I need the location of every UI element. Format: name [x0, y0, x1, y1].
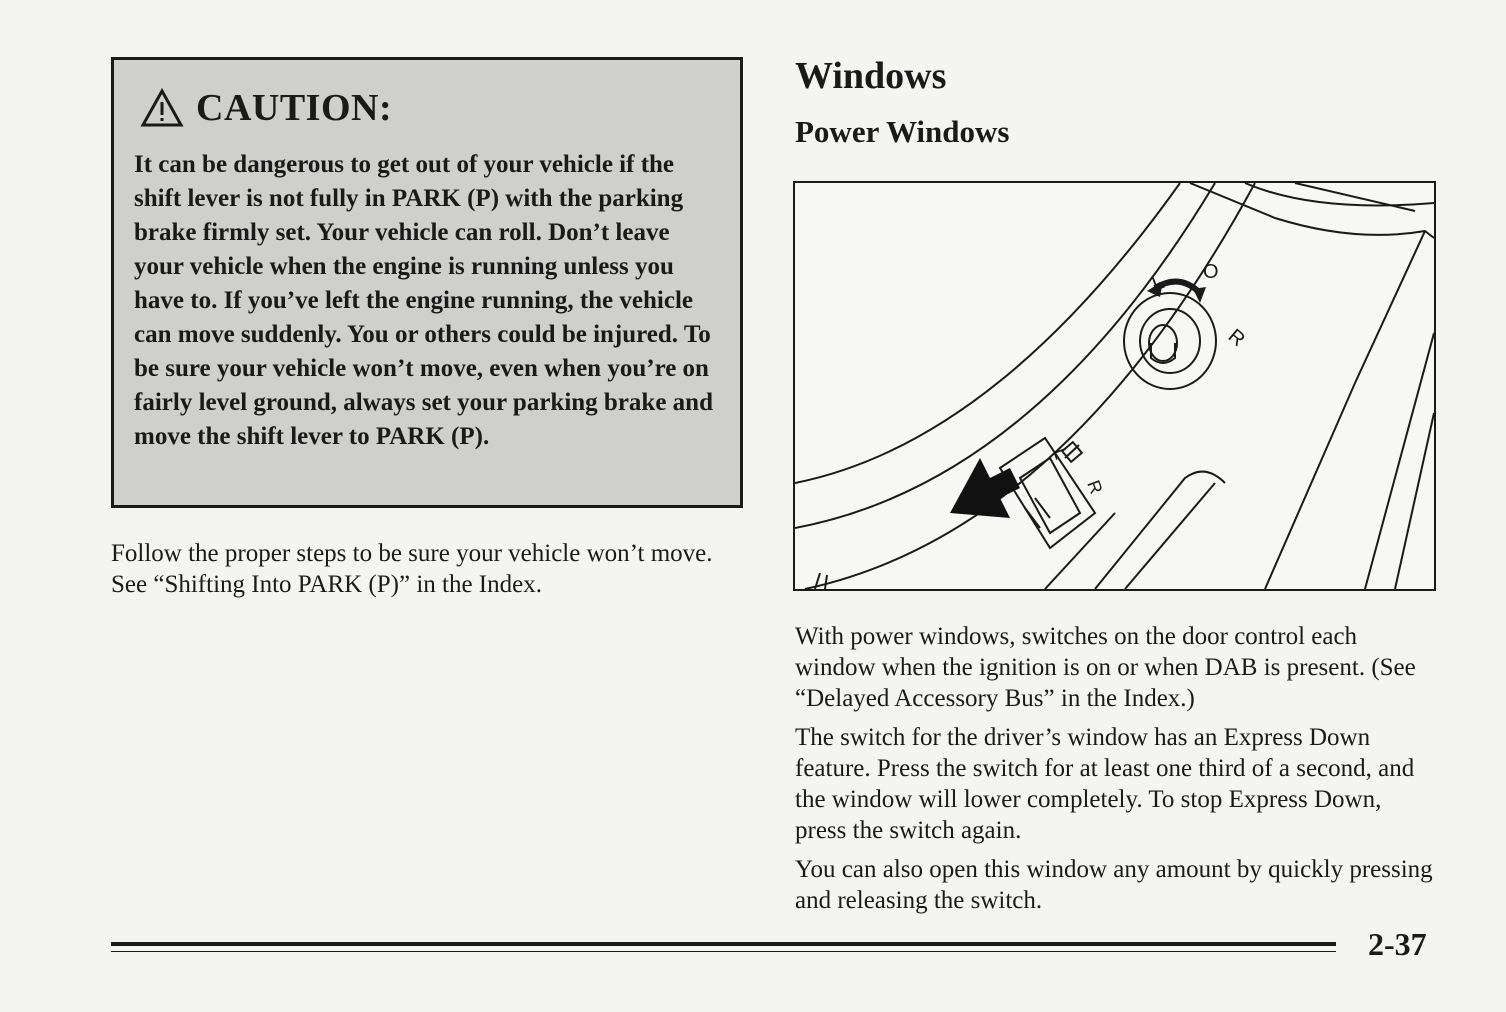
lock-label-left: L	[1049, 445, 1072, 462]
mirror-label-left: L	[1149, 271, 1168, 296]
caution-heading	[140, 86, 392, 130]
caution-title: CAUTION:	[196, 87, 393, 129]
paragraph-express-down: The switch for the driver’s window has an Express Down feature. Press the switch for at least one third of a second, and the window will lower completely. To stop Express Down, press the switch again.	[795, 724, 1415, 844]
follow-text: Follow the proper steps to be sure your vehicle won’t move. See “Shifting Into PARK (P)” in the Index.	[111, 540, 713, 598]
footer-rule	[111, 942, 1336, 946]
section-title: Windows	[795, 55, 947, 97]
caution-box	[111, 57, 743, 508]
paragraph-power-windows: With power windows, switches on the door control each window when the ignition is on or when DAB is present. (See “Delayed Accessory Bus” in the Index.)	[795, 623, 1416, 712]
mirror-label-center: O	[1203, 261, 1219, 283]
caution-text: It can be dangerous to get out of your vehicle if the shift lever is not fully in PARK (P) with the parking brake firmly set. Your vehicle can roll. Don’t leave your vehicle when the engine is running unless you have to. If you’ve left the engine running, the vehicle can move suddenly. You or others could be injured. To be sure your vehicle won’t move, even when you’re on fairly level ground, always set your parking brake and move the shift lever to PARK (P).	[134, 151, 713, 450]
page-number: 2-37	[1368, 926, 1427, 962]
subsection-title: Power Windows	[795, 114, 1010, 149]
warning-triangle-icon	[140, 88, 184, 128]
lock-label-right: R	[1083, 477, 1107, 497]
power-window-switch-illustration	[793, 181, 1436, 591]
door-panel-drawing	[795, 183, 1434, 589]
footer-rule-thin	[111, 951, 1336, 952]
paragraph-open-window: You can also open this window any amount by quickly pressing and releasing the switch.	[795, 856, 1433, 914]
mirror-label-right: R	[1223, 324, 1249, 352]
